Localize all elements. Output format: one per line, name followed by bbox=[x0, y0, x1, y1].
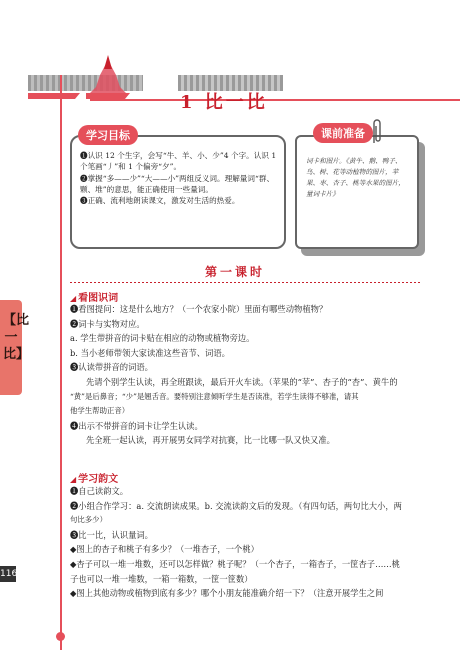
body-line: ◆图上其他动物或植物到底有多少？哪个小朋友能准确介绍一下？（注意开展学生之间 bbox=[70, 588, 384, 599]
section-body bbox=[70, 302, 445, 448]
sidebar-tab-label: 【比一比】 bbox=[3, 313, 30, 362]
session-title: 第一课时 bbox=[205, 265, 266, 279]
body-line: ❸比一比，认识量词。 bbox=[70, 529, 153, 540]
body-line: ❷小组合作学习：a. 交流朗读成果。b. 交流读韵文后的发现。（有四句话，两句比大小，两 bbox=[70, 500, 402, 511]
margin-dot bbox=[56, 632, 65, 641]
body-line: ❷词卡与实物对应。 bbox=[70, 318, 145, 329]
section-body bbox=[70, 484, 445, 601]
body-line: ◆图上的杏子和桃子有多少？（一堆杏子，一个桃） bbox=[70, 544, 259, 555]
section-heading-text: 学习韵文 bbox=[78, 474, 119, 485]
section-heading bbox=[70, 470, 118, 485]
body-line: 先请个别学生认读，再全班跟读，最后开火车读。（苹果的“苹”、杏子的“杏”、黄牛的 bbox=[86, 376, 398, 387]
objective-item: ❸正确、流利地朗读课文，激发对生活的热爱。 bbox=[80, 196, 240, 206]
objectives-label: 学习目标 bbox=[78, 125, 138, 145]
page-number: 116 bbox=[0, 566, 16, 582]
triangle-bullet-icon: ◢ bbox=[70, 294, 77, 303]
body-line: ◆杏子可以一堆一堆数，还可以怎样做？桃子呢？（一个杏子，一箱杏子，一筐杏子……桃 bbox=[70, 558, 400, 569]
body-line: b. 当小老师带领大家读准这些音节、词语。 bbox=[70, 347, 230, 358]
triangle-bullet-icon: ◢ bbox=[70, 475, 77, 484]
objectives-list bbox=[80, 150, 280, 206]
preparation-text: 词卡和图片。《黄牛、鹅、鸭子、鸟、树、花等动植物的图片，苹果、枣、杏子、桃等水果的图片，量词卡片》 bbox=[306, 157, 405, 198]
lesson-title: 1 比一比 bbox=[180, 92, 268, 113]
section-heading-text: 看图识词 bbox=[78, 293, 119, 304]
body-line: ❶自己读韵文。 bbox=[70, 486, 129, 496]
body-line: 句比多少） bbox=[70, 515, 107, 525]
body-line: a. 学生带拼音的词卡贴在相应的动物或植物旁边。 bbox=[70, 333, 255, 344]
preparation-label: 课前准备 bbox=[313, 123, 373, 143]
objective-item: ❶认识 12 个生字，会写“牛、羊、小、少”4 个字。认识 1 个笔画“丿”和 1 个偏旁“夕”。 bbox=[80, 151, 277, 172]
body-line: “黄”是后鼻音；“少”是翘舌音。要特别注意倾听学生是否读准，若学生读得不够准，请其 bbox=[70, 391, 359, 401]
session-divider bbox=[70, 282, 420, 283]
body-line: 子也可以一堆一堆数，一箱一箱数，一筐一筐数） bbox=[70, 573, 253, 584]
body-line: 他学生帮助正音） bbox=[70, 406, 130, 416]
margin-rule bbox=[60, 75, 62, 650]
paperclip-icon bbox=[370, 117, 384, 145]
body-line: ❸认读带拼音的词语。 bbox=[70, 362, 153, 373]
body-line: ❹出示不带拼音的词卡让学生认读。 bbox=[70, 420, 203, 431]
body-line: 先全班一起认读，再开展男女同学对抗赛，比一比哪一队又快又准。 bbox=[86, 435, 335, 446]
objective-item: ❷掌握“多——少”“大——小”两组反义词。理解量词“群、颗、堆”的意思，能正确使用一些量词。 bbox=[80, 173, 275, 194]
body-line: ❶看图提问：这是什么地方？（一个农家小院）里面有哪些动物植物？ bbox=[70, 304, 328, 314]
